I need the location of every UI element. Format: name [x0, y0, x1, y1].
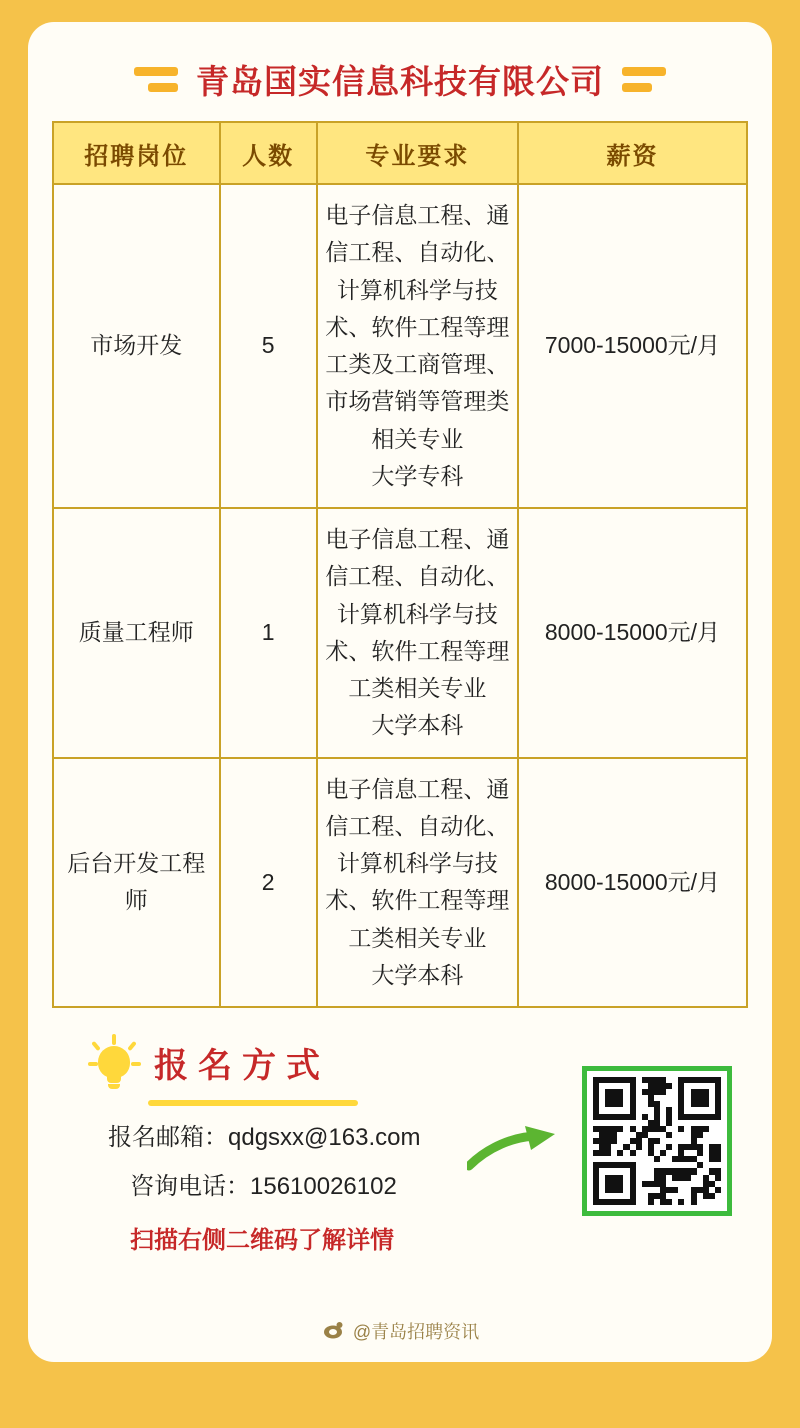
qr-code-pattern [593, 1077, 721, 1205]
column-header-major: 专业要求 [317, 122, 518, 184]
cell-major-text: 电子信息工程、通信工程、自动化、计算机科学与技术、软件工程等理工类相关专业 [325, 526, 510, 701]
table-row [53, 184, 747, 508]
cell-major [317, 508, 518, 758]
apply-heading: 报名方式 [154, 1046, 330, 1085]
table-row [53, 758, 747, 1008]
footer-handle: @青岛招聘资讯 [352, 1322, 480, 1342]
cell-salary: 8000-15000元/月 [518, 758, 747, 1008]
page-title: 青岛国实信息科技有限公司 [196, 63, 604, 100]
apply-section [28, 1008, 772, 1255]
cell-major [317, 758, 518, 1008]
title-decoration-left-icon [134, 67, 178, 92]
cell-position: 质量工程师 [53, 508, 220, 758]
apply-email-line: 报名邮箱：qdgsxx@163.com [108, 1124, 421, 1151]
cell-major-text: 电子信息工程、通信工程、自动化、计算机科学与技术、软件工程等理工类相关专业 [325, 775, 510, 951]
table-header-row [53, 122, 747, 184]
column-header-salary: 薪资 [518, 122, 747, 184]
jobs-table-wrap [28, 121, 772, 1008]
apply-phone-line: 咨询电话：15610026102 [130, 1173, 397, 1201]
cell-salary: 8000-15000元/月 [518, 508, 747, 758]
apply-note: 扫描右侧二维码了解详情 [130, 1227, 394, 1255]
cell-major-degree: 大学专科 [371, 462, 464, 489]
poster-card [28, 22, 772, 1362]
lightbulb-icon [88, 1034, 140, 1096]
column-header-count: 人数 [220, 122, 317, 184]
cell-major-text: 电子信息工程、通信工程、自动化、计算机科学与技术、软件工程等理工类及工商管理、市场营销等管理类相关专业 [325, 202, 510, 452]
apply-heading-underline [148, 1100, 358, 1106]
cell-major-degree: 大学本科 [371, 961, 464, 988]
cell-position: 市场开发 [53, 184, 220, 508]
cell-salary: 7000-15000元/月 [518, 184, 747, 508]
table-row [53, 508, 747, 758]
jobs-table [52, 121, 748, 1008]
cell-major-degree: 大学本科 [371, 712, 464, 739]
cell-count: 1 [220, 508, 317, 758]
arrow-icon [467, 1126, 557, 1172]
cell-major [317, 184, 518, 508]
column-header-position: 招聘岗位 [53, 122, 220, 184]
cell-position: 后台开发工程师 [53, 758, 220, 1008]
qr-code[interactable] [582, 1066, 732, 1216]
title-row [28, 22, 772, 121]
footer-watermark [28, 1318, 772, 1344]
cell-count: 5 [220, 184, 317, 508]
title-decoration-right-icon [622, 67, 666, 92]
weibo-icon [321, 1319, 345, 1343]
cell-count: 2 [220, 758, 317, 1008]
